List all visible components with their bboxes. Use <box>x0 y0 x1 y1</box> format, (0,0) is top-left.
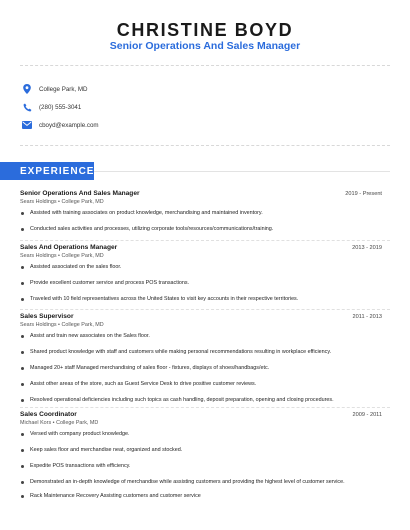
job-title: Senior Operations And Sales Manager <box>20 190 140 197</box>
job-entry <box>20 244 382 303</box>
section-rule <box>94 171 390 172</box>
location-text: College Park, MD <box>39 85 88 93</box>
contact-phone <box>22 101 81 113</box>
company-name: Sears Holdings <box>20 199 57 205</box>
list-item <box>20 225 382 233</box>
bullet-text: Keep sales floor and merchandise neat, organized and stocked. <box>30 447 183 453</box>
list-item <box>20 380 382 388</box>
bullet-text: Assisted associated on the sales floor. <box>30 264 122 270</box>
list-item <box>20 295 382 303</box>
experience-section-header <box>0 162 94 180</box>
job-title: Sales And Operations Manager <box>20 244 118 251</box>
job-divider <box>20 407 390 408</box>
candidate-name: CHRISTINE BOYD <box>116 20 294 40</box>
company-name: Sears Holdings <box>20 253 57 259</box>
contact-location <box>22 83 88 95</box>
job-company-line: Sears Holdings • College Park, MD <box>20 322 104 328</box>
list-item <box>20 446 382 454</box>
bullet-text: Expedite POS transactions with efficiency. <box>30 463 131 469</box>
list-item <box>20 462 382 470</box>
company-name: Sears Holdings <box>20 322 57 328</box>
job-entry <box>20 313 382 404</box>
job-dates: 2011 - 2013 <box>352 314 382 320</box>
bullet-text: Rack Maintenance Recovery Assisting customers and customer service <box>30 493 201 499</box>
job-divider <box>20 309 390 310</box>
company-location: College Park, MD <box>61 253 104 259</box>
email-text: cboyd@example.com <box>39 121 99 129</box>
list-item <box>20 279 382 287</box>
header-divider <box>20 65 390 66</box>
contact-divider <box>20 145 390 146</box>
experience-heading: EXPERIENCE <box>20 165 95 177</box>
job-entry <box>20 190 382 233</box>
contact-email <box>22 119 99 131</box>
job-company-line: Sears Holdings • College Park, MD <box>20 199 104 205</box>
list-item <box>20 209 382 217</box>
list-item <box>20 348 382 356</box>
list-item <box>20 492 382 500</box>
location-pin-icon <box>22 84 32 94</box>
company-location: College Park, MD <box>61 199 104 205</box>
job-title: Sales Supervisor <box>20 313 74 320</box>
bullet-text: Assist other areas of the store, such as Guest Service Desk to drive positive customer reviews. <box>30 381 257 387</box>
list-item <box>20 364 382 372</box>
job-title: Sales Coordinator <box>20 411 77 418</box>
list-item <box>20 332 382 340</box>
bullet-text: Provide excellent customer service and process POS transactions. <box>30 280 190 286</box>
job-divider <box>20 240 390 241</box>
bullet-text: Conducted sales activities and processes, utilizing corporate tools/resources/communications/training. <box>30 226 274 232</box>
phone-icon <box>22 102 32 112</box>
bullet-text: Demonstrated an in-depth knowledge of merchandise while assisting customers and providing the highest level of customer service. <box>30 479 345 485</box>
bullet-text: Assist and train new associates on the Sales floor. <box>30 333 150 339</box>
list-item <box>20 396 382 404</box>
job-dates: 2009 - 2011 <box>352 412 382 418</box>
bullet-text: Assisted with training associates on product knowledge, merchandising and maintained inventory. <box>30 210 263 216</box>
job-company-line: Michael Kors • College Park, MD <box>20 420 99 426</box>
list-item <box>20 430 382 438</box>
job-company-line: Sears Holdings • College Park, MD <box>20 253 104 259</box>
bullet-text: Resolved operational deficiencies including such topics as cash handling, deposit preparation, opening and closing procedures. <box>30 397 334 403</box>
candidate-title: Senior Operations And Sales Manager <box>109 40 301 52</box>
email-icon <box>22 120 32 130</box>
job-dates: 2019 - Present <box>345 191 382 197</box>
bullet-text: Shared product knowledge with staff and customers while making personal recommendations resulting in workplace efficiency. <box>30 349 332 355</box>
phone-text: (280) 555-3041 <box>39 103 82 111</box>
bullet-text: Managed 20+ staff Managed merchandising of sales floor - fixtures, displays of shoes/handbags/etc. <box>30 365 270 371</box>
bullet-text: Traveled with 10 field representatives across the United States to visit key accounts in their respective territories. <box>30 296 299 302</box>
company-location: College Park, MD <box>56 420 99 426</box>
company-location: College Park, MD <box>61 322 104 328</box>
bullet-text: Versed with company product knowledge. <box>30 431 130 437</box>
job-dates: 2013 - 2019 <box>352 245 382 251</box>
job-entry <box>20 411 382 500</box>
company-name: Michael Kors <box>20 420 52 426</box>
list-item <box>20 478 382 486</box>
list-item <box>20 263 382 271</box>
